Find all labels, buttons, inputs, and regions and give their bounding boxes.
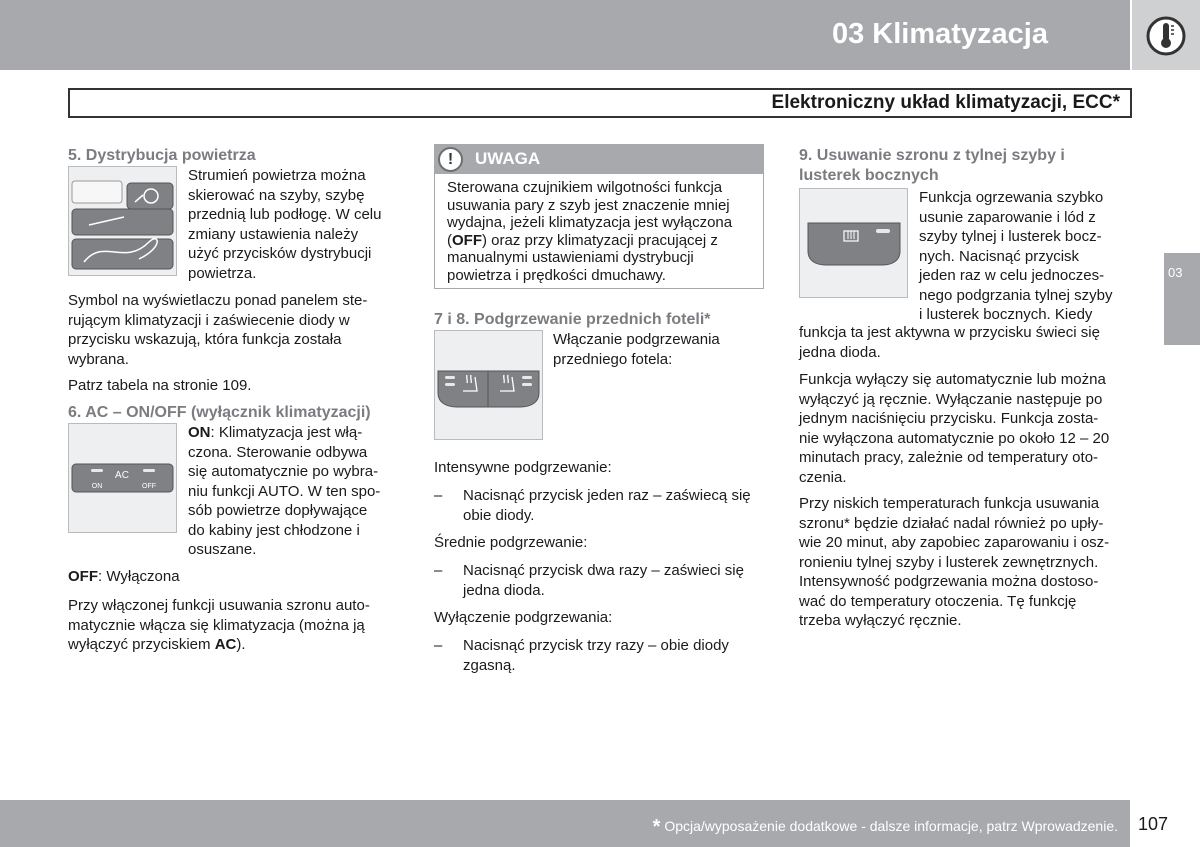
text-line: Przy niskich temperaturach funkcja usuwania xyxy=(799,495,1100,512)
dash: – xyxy=(434,562,443,579)
text-line xyxy=(447,232,751,250)
intense-label: Intensywne podgrzewanie: xyxy=(434,459,612,476)
defrost-continued xyxy=(799,323,1100,362)
text-line: powietrza i prędkości dmuchawy. xyxy=(447,266,666,284)
text-line: minutach pracy, zależnie od temperatury oto- xyxy=(799,449,1099,466)
defrost-text xyxy=(919,188,1112,325)
text-line: Nacisnąć przycisk jeden raz – zaświecą się xyxy=(463,487,751,504)
text-line: do kabiny jest chłodzone i xyxy=(188,521,360,539)
text-line: się automatycznie po wybra- xyxy=(188,463,379,480)
text-line: Funkcja ogrzewania szybko xyxy=(919,189,1104,206)
text-line: przycisku wskazują, która funkcja została xyxy=(68,331,342,348)
footer-bar xyxy=(0,800,1130,847)
on-desc: : Klimatyzacja jest włą- xyxy=(210,424,363,441)
seat-heating-image xyxy=(434,330,543,440)
text-line: nych. Nacisnąć przycisk xyxy=(919,247,1080,265)
note-body xyxy=(435,174,763,289)
ac-label: AC xyxy=(115,470,129,481)
text-line: manualnymi ustawieniami dystrybucji xyxy=(447,249,694,266)
text-line: Sterowana czujnikiem wilgotności funkcja xyxy=(447,179,723,196)
text-line: Nacisnąć przycisk trzy razy – obie diody xyxy=(463,637,729,654)
seat-heating-text xyxy=(553,330,720,369)
text-line: jedna dioda. xyxy=(463,581,545,599)
ac-button-illustration xyxy=(69,424,176,532)
defrost-paragraph xyxy=(68,596,370,655)
air-distribution-image xyxy=(68,166,177,276)
header-bar xyxy=(0,0,1130,70)
off-label: Wyłączenie podgrzewania: xyxy=(434,609,613,626)
text-line: sób powietrze dopływające xyxy=(188,502,368,519)
off-bold: OFF xyxy=(68,568,98,585)
text-line: i lusterek bocznych. Kiedy xyxy=(919,306,1093,323)
heading-ac-on-off: 6. AC – ON/OFF (wyłącznik klimatyzacji) xyxy=(68,404,371,421)
text-span: ). xyxy=(236,636,246,653)
footer-text: Opcja/wyposażenie dodatkowe - dalsze informacje, patrz Wprowadzenie. xyxy=(660,818,1118,834)
text-line: Funkcja wyłączy się automatycznie lub można xyxy=(799,371,1106,388)
text-line: zgasną. xyxy=(463,656,516,674)
air-distribution-text xyxy=(188,166,381,283)
off-desc: : Wyłączona xyxy=(98,568,180,585)
text-line: Strumień powietrza można xyxy=(188,167,366,184)
text-line: funkcja ta jest aktywna w przycisku świeci się xyxy=(799,324,1100,341)
dash: – xyxy=(434,487,443,504)
rear-defrost-image xyxy=(799,188,908,298)
footer-note xyxy=(653,816,1118,839)
low-temp-paragraph xyxy=(799,494,1109,631)
section-title-box xyxy=(68,88,1132,118)
air-distribution-panel-illustration xyxy=(69,167,176,275)
text-line: Przy włączonej funkcji usuwania szronu auto- xyxy=(68,597,370,614)
text-line: Nacisnąć przycisk dwa razy – zaświeci się xyxy=(463,562,744,579)
text-line: szyby tylnej i lusterek bocz- xyxy=(919,228,1102,245)
off-line xyxy=(68,567,180,587)
rear-defrost-button-illustration xyxy=(800,189,907,297)
text-line: wać do temperatury otoczenia. Tę funkcję xyxy=(799,592,1077,610)
chapter-tab-label: 03 xyxy=(1168,265,1183,280)
info-icon: ! xyxy=(438,147,463,172)
ac-bold: AC xyxy=(214,636,237,653)
text-line: osuszane. xyxy=(188,541,257,558)
text-line: usuwania pary z szyb jest znaczenie mniej xyxy=(447,196,730,214)
seat-heating-panel-illustration xyxy=(435,331,542,439)
text-line: użyć przycisków dystrybucji xyxy=(188,245,372,262)
text-span: ( xyxy=(447,231,452,249)
ac-on-text xyxy=(188,423,380,560)
text-line: rującym klimatyzacji i zaświecenie diody w xyxy=(68,311,350,329)
text-line: Włączanie podgrzewania xyxy=(553,331,720,348)
on-bold: ON xyxy=(188,424,211,441)
text-line: matycznie włącza się klimatyzacja (można ją xyxy=(68,616,365,634)
off-label: OFF xyxy=(142,483,156,490)
text-line: nego podgrzania tylnej szyby xyxy=(919,286,1113,304)
thermometer-icon-box xyxy=(1132,0,1200,70)
page-number: 107 xyxy=(1138,814,1169,834)
text-line xyxy=(188,423,380,443)
text-line: Symbol na wyświetlaczu ponad panelem ste- xyxy=(68,292,368,309)
auto-off-paragraph xyxy=(799,370,1109,487)
heading-air-distribution: 5. Dystrybucja powietrza xyxy=(68,147,256,164)
text-line: nie wyłączona automatycznie po około 12 – 20 xyxy=(799,429,1110,447)
symbol-paragraph xyxy=(68,291,367,369)
on-label: ON xyxy=(91,483,103,490)
text-line: przednią lub podłogę. W celu xyxy=(188,206,382,223)
text-line: wyłączyć ją ręcznie. Wyłączanie następuje po xyxy=(799,390,1103,408)
text-line: czona. Sterowanie odbywa xyxy=(188,443,368,461)
off-bold: OFF xyxy=(452,231,482,249)
ac-button-image xyxy=(68,423,177,533)
intense-item xyxy=(463,486,751,525)
medium-label: Średnie podgrzewanie: xyxy=(434,534,588,551)
text-line: wydajna, jeżeli klimatyzacja jest wyłączona xyxy=(447,214,733,231)
thermometer-icon xyxy=(1145,15,1187,57)
text-line: niu funkcji AUTO. W ten spo- xyxy=(188,482,381,500)
note-box xyxy=(434,144,764,289)
text-line xyxy=(68,635,370,655)
heading-line: lusterek bocznych xyxy=(799,167,939,184)
off-item xyxy=(463,636,729,675)
text-line: powietrza. xyxy=(188,264,257,282)
text-span: ) oraz przy klimatyzacji pracującej z xyxy=(482,231,718,249)
medium-item xyxy=(463,561,744,600)
text-line: jednym naciśnięciu przycisku. Funkcja zosta- xyxy=(799,410,1099,427)
chapter-title: 03 Klimatyzacja xyxy=(831,18,1048,50)
text-line: czenia. xyxy=(799,468,847,486)
text-line: obie diody. xyxy=(463,506,535,524)
text-span: wyłączyć przyciskiem xyxy=(68,636,215,653)
note-label: UWAGA xyxy=(475,149,541,168)
text-line: trzeba wyłączyć ręcznie. xyxy=(799,612,962,629)
text-line: skierować na szyby, szybę xyxy=(188,186,365,204)
text-line: ronieniu tylnej szyby i lusterek zewnętrznych. xyxy=(799,553,1099,571)
section-title: Elektroniczny układ klimatyzacji, ECC* xyxy=(771,92,1120,113)
text-line: jedna dioda. xyxy=(799,343,881,361)
heading-defrost xyxy=(799,146,1065,186)
text-line: wie 20 minut, aby zapobiec zaparowaniu i osz- xyxy=(799,534,1110,551)
heading-seat-heating: 7 i 8. Podgrzewanie przednich foteli* xyxy=(434,311,711,328)
chapter-side-tab xyxy=(1164,253,1200,345)
text-line: wybrana. xyxy=(68,350,129,368)
table-reference: Patrz tabela na stronie 109. xyxy=(68,377,252,394)
footer-star: * xyxy=(652,816,661,838)
note-header xyxy=(435,145,763,174)
dash: – xyxy=(434,637,443,654)
heading-line: 9. Usuwanie szronu z tylnej szyby i xyxy=(799,147,1065,164)
text-line: jeden raz w celu jednoczes- xyxy=(919,267,1105,284)
text-line: przedniego fotela: xyxy=(553,350,673,368)
text-line: Intensywność podgrzewania można dostoso- xyxy=(799,573,1099,590)
text-line: usunie zaparowanie i lód z xyxy=(919,208,1096,226)
text-line: zmiany ustawienia należy xyxy=(188,225,359,243)
text-line: szronu* będzie działać nadal również po upły- xyxy=(799,514,1104,532)
